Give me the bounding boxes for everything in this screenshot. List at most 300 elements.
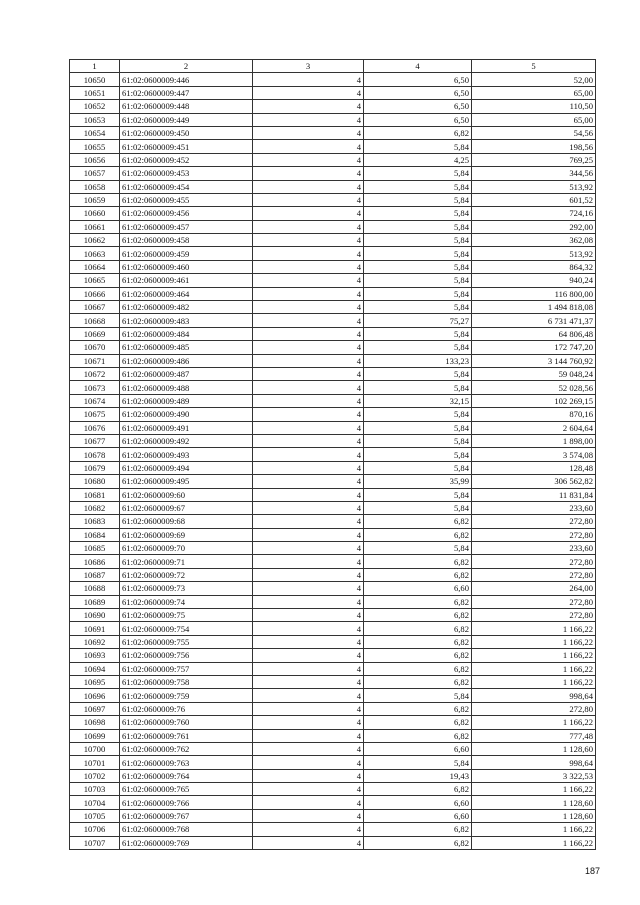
value-cell: 601,52 (472, 193, 596, 206)
table-row (70, 126, 596, 139)
value-cell: 110,50 (472, 100, 596, 113)
rate-cell: 5,84 (364, 260, 472, 273)
rate-cell: 6,50 (364, 86, 472, 99)
category-cell: 4 (253, 448, 364, 461)
rate-cell: 6,60 (364, 809, 472, 822)
rate-cell: 5,84 (364, 207, 472, 220)
row-number-cell: 10663 (70, 247, 120, 260)
table-row (70, 796, 596, 809)
rate-cell: 5,84 (364, 301, 472, 314)
table-row (70, 836, 596, 849)
row-number-cell: 10701 (70, 756, 120, 769)
cadastral-number-cell: 61:02:0600009:460 (120, 260, 253, 273)
value-cell: 128,48 (472, 461, 596, 474)
rate-cell: 5,84 (364, 501, 472, 514)
rate-cell: 6,82 (364, 568, 472, 581)
rate-cell: 6,82 (364, 649, 472, 662)
cadastral-number-cell: 61:02:0600009:769 (120, 836, 253, 849)
cadastral-number-cell: 61:02:0600009:446 (120, 73, 253, 86)
table-row (70, 167, 596, 180)
rate-cell: 6,82 (364, 836, 472, 849)
value-cell: 54,56 (472, 126, 596, 139)
category-cell: 4 (253, 394, 364, 407)
row-number-cell: 10705 (70, 809, 120, 822)
value-cell: 3 322,53 (472, 769, 596, 782)
rate-cell: 6,82 (364, 716, 472, 729)
value-cell: 940,24 (472, 274, 596, 287)
category-cell: 4 (253, 702, 364, 715)
value-cell: 306 562,82 (472, 475, 596, 488)
value-cell: 1 494 818,08 (472, 301, 596, 314)
cadastral-number-cell: 61:02:0600009:461 (120, 274, 253, 287)
rate-cell: 5,84 (364, 140, 472, 153)
row-number-cell: 10688 (70, 582, 120, 595)
value-cell: 3 574,08 (472, 448, 596, 461)
value-cell: 362,08 (472, 234, 596, 247)
category-cell: 4 (253, 274, 364, 287)
cadastral-number-cell: 61:02:0600009:495 (120, 475, 253, 488)
row-number-cell: 10652 (70, 100, 120, 113)
table-row (70, 649, 596, 662)
cadastral-number-cell: 61:02:0600009:449 (120, 113, 253, 126)
table-row (70, 193, 596, 206)
row-number-cell: 10656 (70, 153, 120, 166)
category-cell: 4 (253, 327, 364, 340)
value-cell: 1 166,22 (472, 823, 596, 836)
rate-cell: 6,82 (364, 635, 472, 648)
category-cell: 4 (253, 769, 364, 782)
rate-cell: 6,50 (364, 113, 472, 126)
cadastral-number-cell: 61:02:0600009:763 (120, 756, 253, 769)
cadastral-number-cell: 61:02:0600009:489 (120, 394, 253, 407)
table-row (70, 207, 596, 220)
row-number-cell: 10699 (70, 729, 120, 742)
cadastral-number-cell: 61:02:0600009:448 (120, 100, 253, 113)
table-row (70, 555, 596, 568)
value-cell: 198,56 (472, 140, 596, 153)
value-cell: 272,80 (472, 528, 596, 541)
table-row (70, 501, 596, 514)
row-number-cell: 10695 (70, 675, 120, 688)
cadastral-number-cell: 61:02:0600009:453 (120, 167, 253, 180)
cadastral-number-cell: 61:02:0600009:457 (120, 220, 253, 233)
category-cell: 4 (253, 635, 364, 648)
cadastral-number-cell: 61:02:0600009:757 (120, 662, 253, 675)
cadastral-number-cell: 61:02:0600009:760 (120, 716, 253, 729)
row-number-cell: 10698 (70, 716, 120, 729)
rate-cell: 5,84 (364, 434, 472, 447)
row-number-cell: 10675 (70, 408, 120, 421)
value-cell: 724,16 (472, 207, 596, 220)
rate-cell: 5,84 (364, 167, 472, 180)
category-cell: 4 (253, 649, 364, 662)
category-cell: 4 (253, 582, 364, 595)
row-number-cell: 10694 (70, 662, 120, 675)
row-number-cell: 10687 (70, 568, 120, 581)
row-number-cell: 10670 (70, 341, 120, 354)
row-number-cell: 10651 (70, 86, 120, 99)
table-row (70, 783, 596, 796)
table-row (70, 274, 596, 287)
table-row (70, 582, 596, 595)
category-cell: 4 (253, 207, 364, 220)
row-number-cell: 10706 (70, 823, 120, 836)
row-number-cell: 10662 (70, 234, 120, 247)
table-row (70, 515, 596, 528)
value-cell: 2 604,64 (472, 421, 596, 434)
category-cell: 4 (253, 260, 364, 273)
cadastral-number-cell: 61:02:0600009:759 (120, 689, 253, 702)
category-cell: 4 (253, 595, 364, 608)
rate-cell: 6,82 (364, 823, 472, 836)
rate-cell: 5,84 (364, 542, 472, 555)
rate-cell: 5,84 (364, 247, 472, 260)
value-cell: 172 747,20 (472, 341, 596, 354)
cadastral-number-cell: 61:02:0600009:450 (120, 126, 253, 139)
category-cell: 4 (253, 662, 364, 675)
rate-cell: 6,82 (364, 609, 472, 622)
category-cell: 4 (253, 287, 364, 300)
table-row (70, 609, 596, 622)
cadastral-number-cell: 61:02:0600009:454 (120, 180, 253, 193)
table-row (70, 716, 596, 729)
cadastral-number-cell: 61:02:0600009:68 (120, 515, 253, 528)
category-cell: 4 (253, 609, 364, 622)
value-cell: 1 166,22 (472, 675, 596, 688)
row-number-cell: 10693 (70, 649, 120, 662)
table-row (70, 528, 596, 541)
row-number-cell: 10682 (70, 501, 120, 514)
value-cell: 272,80 (472, 555, 596, 568)
category-cell: 4 (253, 113, 364, 126)
row-number-cell: 10692 (70, 635, 120, 648)
row-number-cell: 10683 (70, 515, 120, 528)
table-row (70, 542, 596, 555)
row-number-cell: 10666 (70, 287, 120, 300)
rate-cell: 6,50 (364, 100, 472, 113)
row-number-cell: 10653 (70, 113, 120, 126)
category-cell: 4 (253, 100, 364, 113)
row-number-cell: 10671 (70, 354, 120, 367)
cadastral-number-cell: 61:02:0600009:758 (120, 675, 253, 688)
row-number-cell: 10679 (70, 461, 120, 474)
row-number-cell: 10669 (70, 327, 120, 340)
category-cell: 4 (253, 73, 364, 86)
rate-cell: 6,50 (364, 73, 472, 86)
rate-cell: 32,15 (364, 394, 472, 407)
cadastral-number-cell: 61:02:0600009:766 (120, 796, 253, 809)
table-row (70, 327, 596, 340)
rate-cell: 5,84 (364, 287, 472, 300)
category-cell: 4 (253, 716, 364, 729)
category-cell: 4 (253, 167, 364, 180)
row-number-cell: 10677 (70, 434, 120, 447)
table-row (70, 421, 596, 434)
rate-cell: 6,60 (364, 582, 472, 595)
cadastral-number-cell: 61:02:0600009:73 (120, 582, 253, 595)
cadastral-number-cell: 61:02:0600009:75 (120, 609, 253, 622)
value-cell: 64 806,48 (472, 327, 596, 340)
row-number-cell: 10684 (70, 528, 120, 541)
value-cell: 52,00 (472, 73, 596, 86)
value-cell: 870,16 (472, 408, 596, 421)
cadastral-number-cell: 61:02:0600009:458 (120, 234, 253, 247)
category-cell: 4 (253, 568, 364, 581)
rate-cell: 5,84 (364, 381, 472, 394)
cadastral-number-cell: 61:02:0600009:762 (120, 742, 253, 755)
cadastral-number-cell: 61:02:0600009:485 (120, 341, 253, 354)
cadastral-number-cell: 61:02:0600009:491 (120, 421, 253, 434)
table-row (70, 381, 596, 394)
rate-cell: 5,84 (364, 408, 472, 421)
table-row (70, 769, 596, 782)
rate-cell: 133,23 (364, 354, 472, 367)
table-row (70, 180, 596, 193)
table-row (70, 622, 596, 635)
value-cell: 1 128,60 (472, 796, 596, 809)
cadastral-number-cell: 61:02:0600009:768 (120, 823, 253, 836)
cadastral-number-cell: 61:02:0600009:76 (120, 702, 253, 715)
value-cell: 52 028,56 (472, 381, 596, 394)
cadastral-number-cell: 61:02:0600009:494 (120, 461, 253, 474)
value-cell: 233,60 (472, 501, 596, 514)
value-cell: 1 166,22 (472, 783, 596, 796)
value-cell: 272,80 (472, 595, 596, 608)
value-cell: 59 048,24 (472, 367, 596, 380)
table-row (70, 260, 596, 273)
category-cell: 4 (253, 381, 364, 394)
cadastral-number-cell: 61:02:0600009:493 (120, 448, 253, 461)
category-cell: 4 (253, 528, 364, 541)
rate-cell: 6,60 (364, 796, 472, 809)
cadastral-number-cell: 61:02:0600009:67 (120, 501, 253, 514)
column-header-3: 3 (253, 60, 364, 73)
table-body (70, 73, 596, 850)
category-cell: 4 (253, 354, 364, 367)
table-row (70, 100, 596, 113)
row-number-cell: 10681 (70, 488, 120, 501)
value-cell: 272,80 (472, 568, 596, 581)
value-cell: 1 166,22 (472, 649, 596, 662)
row-number-cell: 10664 (70, 260, 120, 273)
row-number-cell: 10660 (70, 207, 120, 220)
rate-cell: 5,84 (364, 234, 472, 247)
table-row (70, 354, 596, 367)
value-cell: 1 128,60 (472, 809, 596, 822)
table-row (70, 86, 596, 99)
table-row (70, 153, 596, 166)
rate-cell: 5,84 (364, 341, 472, 354)
category-cell: 4 (253, 836, 364, 849)
value-cell: 65,00 (472, 86, 596, 99)
value-cell: 344,56 (472, 167, 596, 180)
table-row (70, 234, 596, 247)
rate-cell: 4,25 (364, 153, 472, 166)
cadastral-number-cell: 61:02:0600009:455 (120, 193, 253, 206)
row-number-cell: 10668 (70, 314, 120, 327)
rate-cell: 6,82 (364, 126, 472, 139)
value-cell: 3 144 760,92 (472, 354, 596, 367)
category-cell: 4 (253, 675, 364, 688)
category-cell: 4 (253, 220, 364, 233)
value-cell: 769,25 (472, 153, 596, 166)
table-row (70, 341, 596, 354)
category-cell: 4 (253, 475, 364, 488)
cadastral-number-cell: 61:02:0600009:755 (120, 635, 253, 648)
table-row (70, 367, 596, 380)
value-cell: 116 800,00 (472, 287, 596, 300)
cadastral-number-cell: 61:02:0600009:761 (120, 729, 253, 742)
value-cell: 513,92 (472, 247, 596, 260)
cadastral-number-cell: 61:02:0600009:756 (120, 649, 253, 662)
table-row (70, 756, 596, 769)
row-number-cell: 10676 (70, 421, 120, 434)
row-number-cell: 10650 (70, 73, 120, 86)
table-row (70, 568, 596, 581)
row-number-cell: 10657 (70, 167, 120, 180)
category-cell: 4 (253, 783, 364, 796)
row-number-cell: 10673 (70, 381, 120, 394)
rate-cell: 5,84 (364, 327, 472, 340)
row-number-cell: 10655 (70, 140, 120, 153)
rate-cell: 6,82 (364, 622, 472, 635)
rate-cell: 35,99 (364, 475, 472, 488)
category-cell: 4 (253, 126, 364, 139)
row-number-cell: 10672 (70, 367, 120, 380)
cadastral-number-cell: 61:02:0600009:74 (120, 595, 253, 608)
value-cell: 102 269,15 (472, 394, 596, 407)
rate-cell: 5,84 (364, 689, 472, 702)
value-cell: 272,80 (472, 702, 596, 715)
category-cell: 4 (253, 86, 364, 99)
table-row (70, 809, 596, 822)
rate-cell: 75,27 (364, 314, 472, 327)
row-number-cell: 10689 (70, 595, 120, 608)
value-cell: 292,00 (472, 220, 596, 233)
table-row (70, 675, 596, 688)
table-row (70, 140, 596, 153)
table-row (70, 220, 596, 233)
category-cell: 4 (253, 809, 364, 822)
row-number-cell: 10685 (70, 542, 120, 555)
table-row (70, 448, 596, 461)
category-cell: 4 (253, 542, 364, 555)
row-number-cell: 10697 (70, 702, 120, 715)
column-header-1: 1 (70, 60, 120, 73)
value-cell: 6 731 471,37 (472, 314, 596, 327)
table-row (70, 662, 596, 675)
row-number-cell: 10661 (70, 220, 120, 233)
category-cell: 4 (253, 622, 364, 635)
table-row (70, 314, 596, 327)
table-row (70, 394, 596, 407)
row-number-cell: 10659 (70, 193, 120, 206)
value-cell: 777,48 (472, 729, 596, 742)
row-number-cell: 10704 (70, 796, 120, 809)
table-row (70, 475, 596, 488)
rate-cell: 5,84 (364, 367, 472, 380)
rate-cell: 6,82 (364, 528, 472, 541)
row-number-cell: 10691 (70, 622, 120, 635)
cadastral-number-cell: 61:02:0600009:488 (120, 381, 253, 394)
cadastral-number-cell: 61:02:0600009:464 (120, 287, 253, 300)
row-number-cell: 10700 (70, 742, 120, 755)
category-cell: 4 (253, 555, 364, 568)
value-cell: 272,80 (472, 515, 596, 528)
cadastral-number-cell: 61:02:0600009:452 (120, 153, 253, 166)
rate-cell: 5,84 (364, 421, 472, 434)
table-row (70, 689, 596, 702)
category-cell: 4 (253, 140, 364, 153)
table-row (70, 434, 596, 447)
value-cell: 1 166,22 (472, 622, 596, 635)
rate-cell: 6,82 (364, 515, 472, 528)
category-cell: 4 (253, 247, 364, 260)
value-cell: 1 166,22 (472, 662, 596, 675)
category-cell: 4 (253, 756, 364, 769)
rate-cell: 5,84 (364, 193, 472, 206)
value-cell: 998,64 (472, 756, 596, 769)
rate-cell: 5,84 (364, 461, 472, 474)
rate-cell: 5,84 (364, 220, 472, 233)
rate-cell: 5,84 (364, 274, 472, 287)
value-cell: 513,92 (472, 180, 596, 193)
table-row (70, 635, 596, 648)
cadastral-number-cell: 61:02:0600009:487 (120, 367, 253, 380)
category-cell: 4 (253, 367, 364, 380)
cadastral-number-cell: 61:02:0600009:60 (120, 488, 253, 501)
row-number-cell: 10686 (70, 555, 120, 568)
cadastral-number-cell: 61:02:0600009:490 (120, 408, 253, 421)
rate-cell: 6,60 (364, 742, 472, 755)
category-cell: 4 (253, 180, 364, 193)
category-cell: 4 (253, 234, 364, 247)
cadastral-number-cell: 61:02:0600009:484 (120, 327, 253, 340)
cadastral-number-cell: 61:02:0600009:486 (120, 354, 253, 367)
page-number: 187 (584, 866, 600, 876)
row-number-cell: 10680 (70, 475, 120, 488)
row-number-cell: 10667 (70, 301, 120, 314)
value-cell: 1 166,22 (472, 635, 596, 648)
value-cell: 1 166,22 (472, 836, 596, 849)
value-cell: 864,32 (472, 260, 596, 273)
table-row (70, 113, 596, 126)
category-cell: 4 (253, 501, 364, 514)
table-row (70, 408, 596, 421)
value-cell: 11 831,84 (472, 488, 596, 501)
rate-cell: 6,82 (364, 783, 472, 796)
cadastral-number-cell: 61:02:0600009:456 (120, 207, 253, 220)
category-cell: 4 (253, 314, 364, 327)
cadastral-number-cell: 61:02:0600009:482 (120, 301, 253, 314)
column-header-2: 2 (120, 60, 253, 73)
category-cell: 4 (253, 301, 364, 314)
rate-cell: 6,82 (364, 675, 472, 688)
row-number-cell: 10674 (70, 394, 120, 407)
row-number-cell: 10654 (70, 126, 120, 139)
row-number-cell: 10665 (70, 274, 120, 287)
row-number-cell: 10703 (70, 783, 120, 796)
row-number-cell: 10707 (70, 836, 120, 849)
row-number-cell: 10658 (70, 180, 120, 193)
category-cell: 4 (253, 796, 364, 809)
table-row (70, 729, 596, 742)
column-header-5: 5 (472, 60, 596, 73)
rate-cell: 5,84 (364, 448, 472, 461)
cadastral-number-cell: 61:02:0600009:492 (120, 434, 253, 447)
rate-cell: 6,82 (364, 702, 472, 715)
category-cell: 4 (253, 461, 364, 474)
